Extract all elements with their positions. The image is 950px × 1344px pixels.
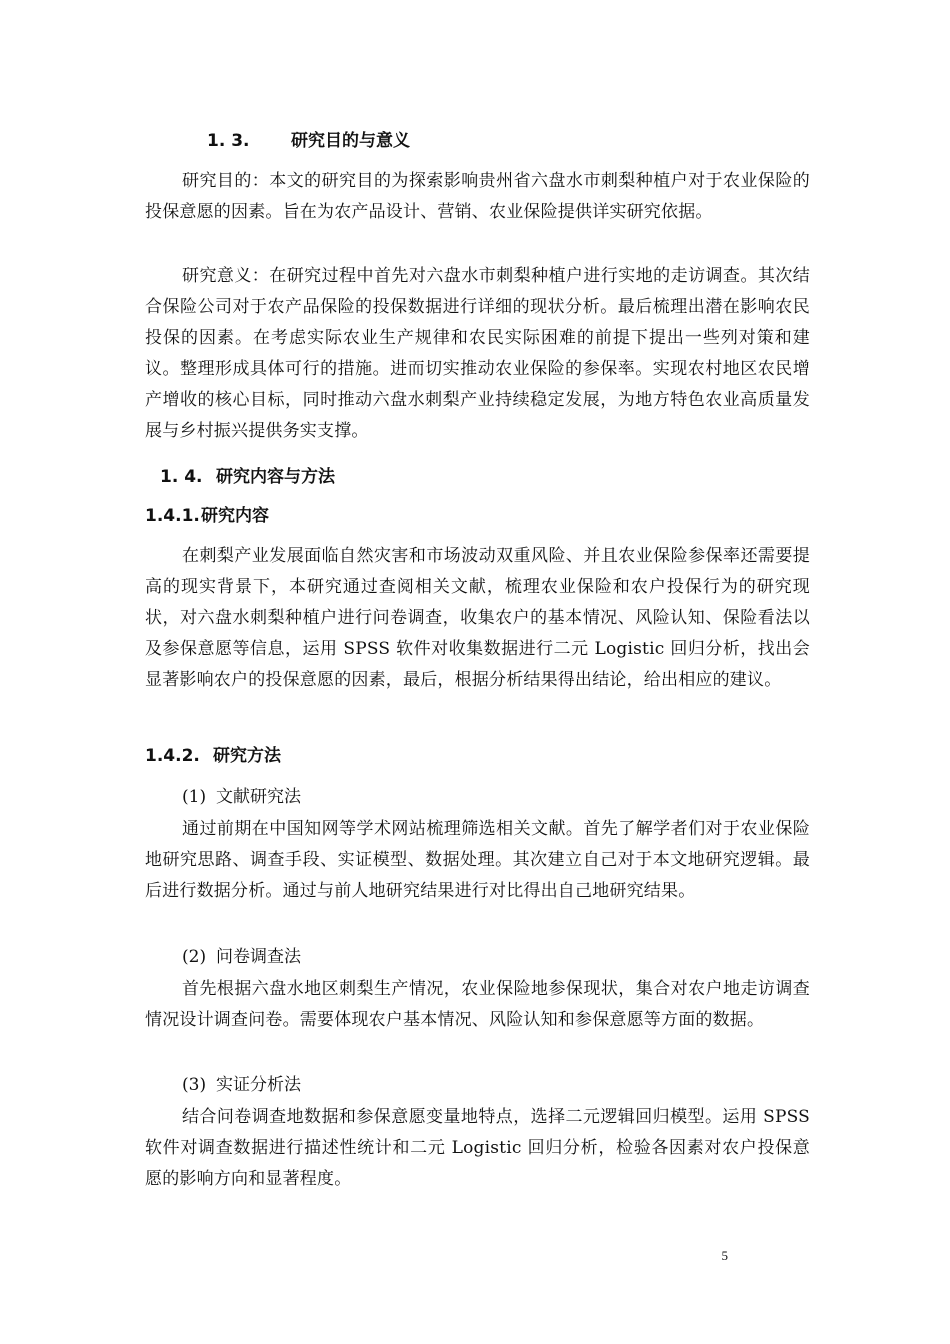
method-item-3 bbox=[182, 1073, 301, 1097]
subsection-number: 1.4.2. bbox=[145, 746, 200, 766]
section-number: 1. 3. bbox=[207, 131, 250, 151]
method-number: (3) bbox=[182, 1075, 207, 1095]
section-number: 1. 4. bbox=[160, 467, 203, 487]
section-heading-1-3 bbox=[207, 130, 410, 152]
method-number: (2) bbox=[182, 947, 207, 967]
research-content-paragraph: 在刺梨产业发展面临自然灾害和市场波动双重风险、并且农业保险参保率还需要提高的现实背景下，本研究通过查阅相关文献，梳理农业保险和农户投保行为的研究现状，对六盘水刺梨种植户进行问卷调查，收集农户的基本情况、风险认知、保险看法以及参保意愿等信息，运用 SPSS 软件对收集数据进行二元 Logistic 回归分析，找出会显著影响农户的投保意愿的因素，最后，根据分析结果得出结论，给出相应的建议。 bbox=[145, 546, 810, 690]
method-3-paragraph: 结合问卷调查地数据和参保意愿变量地特点，选择二元逻辑回归模型。运用 SPSS 软件对调查数据进行描述性统计和二元 Logistic 回归分析，检验各因素对农户投保意愿的影响方向和显著程度。 bbox=[145, 1107, 810, 1189]
method-item-1 bbox=[182, 785, 301, 809]
research-purpose-paragraph: 研究目的：本文的研究目的为探索影响贵州省六盘水市刺梨种植户对于农业保险的投保意愿的因素。旨在为农产品设计、营销、农业保险提供详实研究依据。 bbox=[145, 171, 810, 222]
page-number: 5 bbox=[721, 1248, 728, 1263]
method-number: (1) bbox=[182, 787, 207, 807]
method-name: 问卷调查法 bbox=[216, 947, 301, 967]
method-name: 实证分析法 bbox=[216, 1075, 301, 1095]
method-name: 文献研究法 bbox=[216, 787, 301, 807]
method-1-paragraph: 通过前期在中国知网等学术网站梳理筛选相关文献。首先了解学者们对于农业保险地研究思路、调查手段、实证模型、数据处理。其次建立自己对于本文地研究逻辑。最后进行数据分析。通过与前人地研究结果进行对比得出自己地研究结果。 bbox=[145, 819, 810, 901]
research-significance-paragraph: 研究意义：在研究过程中首先对六盘水市刺梨种植户进行实地的走访调查。其次结合保险公司对于农产品保险的投保数据进行详细的现状分析。最后梳理出潜在影响农民投保的因素。在考虑实际农业生产规律和农民实际困难的前提下提出一些列对策和建议。整理形成具体可行的措施。进而切实推动农业保险的参保率。实现农村地区农民增产增收的核心目标，同时推动六盘水刺梨产业持续稳定发展，为地方特色农业高质量发展与乡村振兴提供务实支撑。 bbox=[145, 266, 810, 441]
subsection-heading-1-4-2 bbox=[145, 745, 281, 767]
subsection-title: 研究方法 bbox=[213, 746, 281, 766]
subsection-title: 研究内容 bbox=[201, 506, 269, 526]
section-title: 研究目的与意义 bbox=[291, 131, 410, 151]
subsection-heading-1-4-1 bbox=[145, 505, 269, 527]
subsection-number: 1.4.1. bbox=[145, 506, 200, 526]
method-item-2 bbox=[182, 945, 301, 969]
section-title: 研究内容与方法 bbox=[216, 467, 335, 487]
method-2-paragraph: 首先根据六盘水地区刺梨生产情况，农业保险地参保现状，集合对农户地走访调查情况设计调查问卷。需要体现农户基本情况、风险认知和参保意愿等方面的数据。 bbox=[145, 979, 810, 1030]
section-heading-1-4 bbox=[160, 466, 335, 488]
